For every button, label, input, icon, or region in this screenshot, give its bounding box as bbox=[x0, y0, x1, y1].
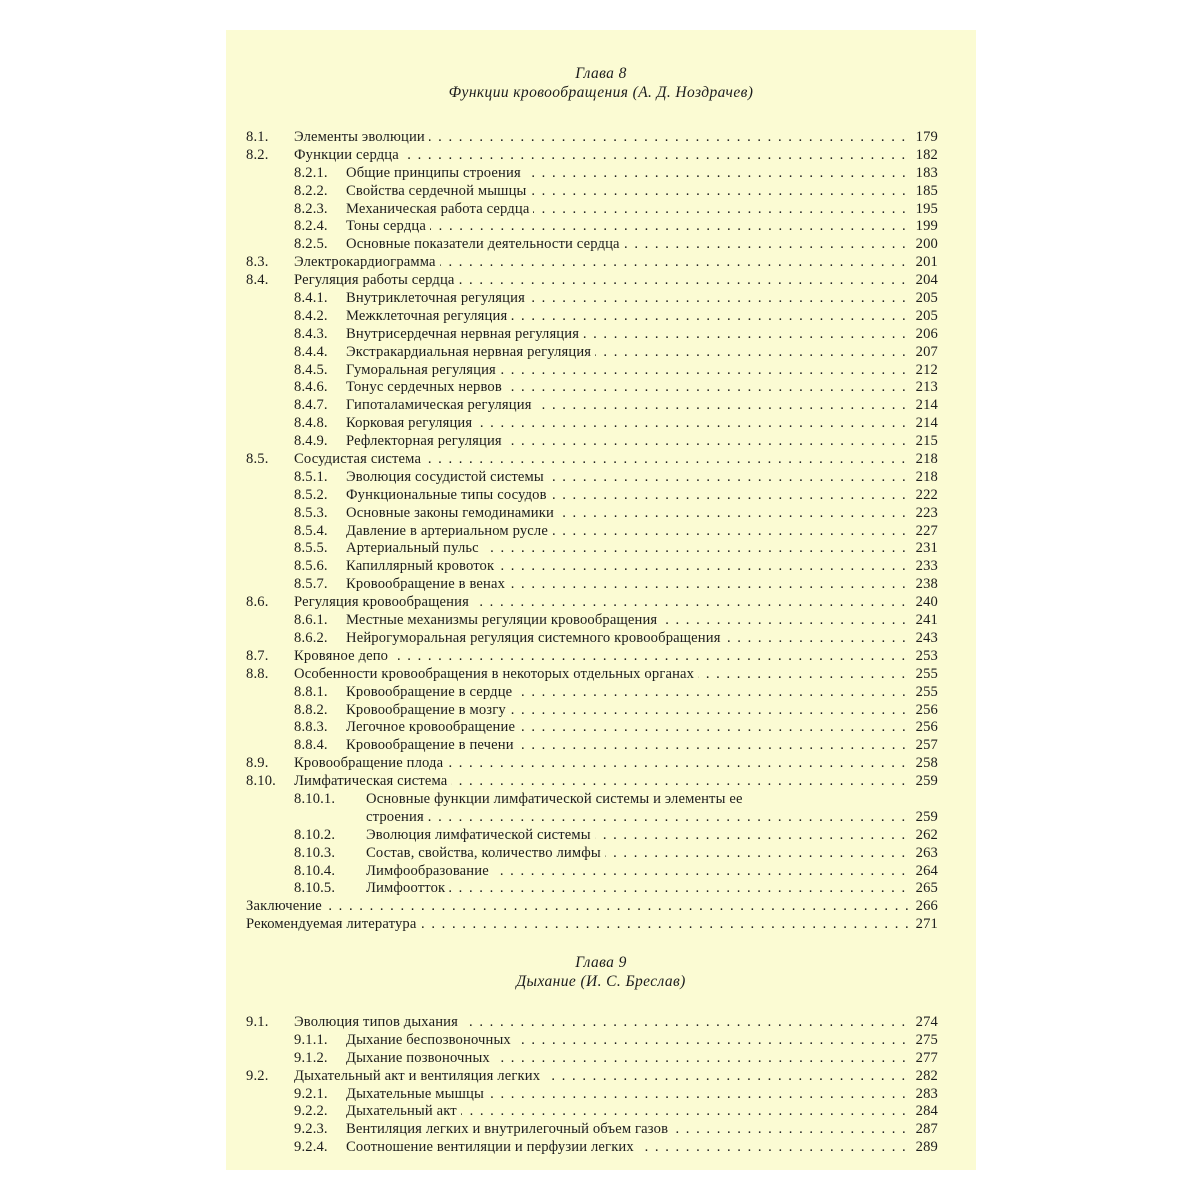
toc-entry-number: 8.2. bbox=[246, 146, 269, 163]
toc-entry-number: 8.10.4. bbox=[294, 862, 336, 879]
toc-entry-page: 253 bbox=[915, 647, 938, 664]
toc-entry-title-text: Основные функции лимфатической системы и элементы ее bbox=[366, 791, 747, 807]
toc-entry-title bbox=[346, 630, 911, 648]
toc-entry-title-text: Основные показатели деятельности сердца bbox=[346, 236, 624, 252]
toc-entry bbox=[246, 504, 938, 523]
toc-entry-title-text: Регуляция работы сердца bbox=[294, 272, 459, 288]
toc-entry-number: 9.2.4. bbox=[294, 1139, 328, 1156]
toc-entry-title bbox=[294, 129, 911, 147]
toc-entry-number: 8.4.5. bbox=[294, 361, 328, 378]
toc-entry bbox=[246, 558, 938, 576]
toc-entry-title-text: строения bbox=[366, 809, 428, 825]
toc-entry bbox=[246, 200, 938, 219]
toc-entry-page: 182 bbox=[915, 146, 938, 163]
toc-entry-title-text: Соотношение вентиляции и перфузии легких bbox=[346, 1139, 638, 1155]
toc-entry-title bbox=[366, 880, 911, 898]
toc-entry bbox=[246, 665, 938, 684]
toc-entry-number: 8.4. bbox=[246, 272, 269, 289]
toc-entry bbox=[246, 379, 938, 397]
toc-entry-title bbox=[294, 648, 911, 666]
toc-entry-title-text: Особенности кровообращения в некоторых отдельных органах bbox=[294, 666, 698, 682]
toc-entry-page: 257 bbox=[915, 737, 938, 754]
toc-entry-title bbox=[346, 1103, 911, 1121]
toc-entry bbox=[246, 146, 938, 165]
toc-entry-page: 259 bbox=[915, 808, 938, 825]
toc-entry-number: 8.8.4. bbox=[294, 737, 328, 754]
toc-entry-number: 8.5.5. bbox=[294, 540, 328, 557]
toc-entry-page: 284 bbox=[915, 1103, 938, 1120]
toc-entry-page: 283 bbox=[915, 1085, 938, 1102]
toc-entry-title bbox=[346, 433, 911, 451]
toc-entry bbox=[246, 612, 938, 630]
toc-entry-title-text: Рефлекторная регуляция bbox=[346, 433, 506, 449]
toc-entry-title bbox=[346, 702, 911, 720]
toc-entry-number: 8.10. bbox=[246, 773, 276, 790]
toc-entry-number: 8.10.3. bbox=[294, 844, 336, 861]
toc-entry-title-text: Эволюция сосудистой системы bbox=[346, 469, 548, 485]
toc-entry-title bbox=[346, 487, 911, 505]
toc-entry-title-text: Нейрогуморальная регуляция системного кровообращения bbox=[346, 630, 725, 646]
toc-entry-page: 201 bbox=[915, 254, 938, 271]
toc-entry-title-text: Функции сердца bbox=[294, 147, 403, 163]
toc-entry-number: 9.2.1. bbox=[294, 1085, 328, 1102]
toc-entry-title-text: Корковая регуляция bbox=[346, 415, 476, 431]
toc-entry bbox=[246, 486, 938, 505]
toc-entry-title-text: Дыхательный акт bbox=[346, 1103, 461, 1119]
toc-entry-number: 8.5.1. bbox=[294, 468, 328, 485]
toc-entry-title-text: Местные механизмы регуляции кровообращения bbox=[346, 612, 661, 628]
toc-entry-title-text: Эволюция типов дыхания bbox=[294, 1014, 462, 1030]
chapter-9-toc bbox=[246, 1014, 938, 1157]
toc-entry-number: 8.8.2. bbox=[294, 701, 328, 718]
toc-entry bbox=[246, 325, 938, 344]
toc-entry-title bbox=[246, 898, 911, 916]
toc-entry-title-text: Эволюция лимфатической системы bbox=[366, 827, 595, 843]
toc-entry bbox=[246, 916, 938, 934]
toc-entry-number: 8.4.2. bbox=[294, 307, 328, 324]
toc-entry-title-text: Гипоталамическая регуляция bbox=[346, 397, 536, 413]
toc-entry-title-text: Кровообращение в сердце bbox=[346, 684, 516, 700]
toc-entry-title bbox=[294, 666, 911, 684]
toc-entry bbox=[246, 522, 938, 541]
toc-entry-page: 274 bbox=[915, 1014, 938, 1030]
toc-entry bbox=[246, 1049, 938, 1068]
toc-entry-number: 8.4.6. bbox=[294, 379, 328, 396]
toc-entry-page: 243 bbox=[915, 629, 938, 646]
toc-entry-page: 287 bbox=[915, 1121, 938, 1138]
toc-entry-page: 282 bbox=[915, 1067, 938, 1084]
toc-entry-title-text: Кровяное депо bbox=[294, 648, 392, 664]
toc-entry-number: 8.5.2. bbox=[294, 486, 328, 503]
toc-entry bbox=[246, 1085, 938, 1104]
toc-entry-title bbox=[366, 791, 911, 809]
toc-entry-page: 212 bbox=[915, 361, 938, 378]
toc-entry-title bbox=[294, 451, 911, 469]
toc-entry bbox=[246, 862, 938, 881]
toc-entry-title-text: Внутрисердечная нервная регуляция bbox=[346, 326, 583, 342]
toc-entry-number: 8.9. bbox=[246, 755, 269, 772]
toc-entry-number: 8.2.4. bbox=[294, 218, 328, 235]
toc-entry-page: 214 bbox=[915, 397, 938, 414]
toc-entry-page: 213 bbox=[915, 379, 938, 396]
toc-entry-title bbox=[294, 755, 911, 773]
toc-entry-title-text: Сосудистая система bbox=[294, 451, 425, 467]
toc-entry-page: 227 bbox=[915, 522, 938, 539]
toc-entry-number: 8.2.3. bbox=[294, 200, 328, 217]
toc-entry-title bbox=[294, 1068, 911, 1086]
chapter-8-subtitle: Функции кровообращения (А. Д. Ноздрачев) bbox=[448, 84, 754, 101]
toc-entry-page: 277 bbox=[915, 1049, 938, 1066]
toc-entry bbox=[246, 1121, 938, 1139]
toc-entry-page: 207 bbox=[915, 343, 938, 360]
toc-entry-page: 200 bbox=[915, 236, 938, 253]
toc-entry-title-text: Регуляция кровообращения bbox=[294, 594, 473, 610]
toc-entry-number: 8.2.5. bbox=[294, 236, 328, 253]
toc-entry bbox=[246, 773, 938, 791]
toc-entry-title bbox=[294, 773, 911, 791]
toc-entry-title-text: Артериальный пульс bbox=[346, 540, 483, 556]
toc-entry-page: 223 bbox=[915, 504, 938, 521]
toc-entry-title bbox=[346, 362, 911, 380]
toc-entry-title-text: Общие принципы строения bbox=[346, 165, 525, 181]
toc-entry-title bbox=[346, 326, 911, 344]
toc-entry bbox=[246, 182, 938, 201]
toc-entry-title bbox=[346, 523, 911, 541]
toc-entry-title-text: Гуморальная регуляция bbox=[346, 362, 500, 378]
toc-entry-title bbox=[346, 201, 911, 219]
toc-entry-title bbox=[294, 272, 911, 290]
toc-entry-title-text: Дыхательные мышцы bbox=[346, 1086, 488, 1102]
toc-entry bbox=[246, 826, 938, 845]
toc-entry bbox=[246, 540, 938, 558]
toc-entry-number: 8.8. bbox=[246, 665, 269, 682]
toc-entry-title-text: Лимфатическая система bbox=[294, 773, 451, 789]
toc-entry-title-text: Тоны сердца bbox=[346, 218, 430, 234]
toc-entry-page: 195 bbox=[915, 200, 938, 217]
toc-entry bbox=[246, 1103, 938, 1121]
toc-entry bbox=[246, 898, 938, 916]
toc-entry-title bbox=[346, 684, 911, 702]
toc-entry bbox=[246, 361, 938, 380]
toc-entry-title bbox=[346, 1050, 911, 1068]
toc-entry-page: 266 bbox=[915, 898, 938, 915]
toc-entry-title bbox=[346, 1032, 911, 1050]
toc-entry bbox=[246, 1031, 938, 1050]
toc-entry-number: 8.10.2. bbox=[294, 826, 336, 843]
toc-entry bbox=[246, 737, 938, 755]
toc-entry-page: 222 bbox=[915, 486, 938, 503]
toc-entry bbox=[246, 1067, 938, 1086]
toc-entry-page: 204 bbox=[915, 272, 938, 289]
toc-entry-title-text: Кровообращение плода bbox=[294, 755, 447, 771]
toc-entry-title bbox=[346, 308, 911, 326]
toc-entry-title-text: Механическая работа сердца bbox=[346, 201, 533, 217]
toc-entry-page: 215 bbox=[915, 433, 938, 450]
chapter-8-toc bbox=[246, 129, 938, 934]
toc-entry bbox=[246, 290, 938, 308]
toc-entry-title-text: Лимфоотток bbox=[366, 880, 449, 896]
toc-entry bbox=[246, 880, 938, 898]
toc-entry-page: 255 bbox=[915, 665, 938, 682]
toc-entry-title-text: Капиллярный кровоток bbox=[346, 558, 498, 574]
toc-entry-number: 8.10.5. bbox=[294, 880, 336, 897]
toc-entry-number: 8.1. bbox=[246, 129, 269, 145]
toc-entry-title-text: Лимфообразование bbox=[366, 863, 493, 879]
toc-entry-number: 8.6. bbox=[246, 594, 269, 611]
toc-entry-title-text: Межклеточная регуляция bbox=[346, 308, 511, 324]
book-page bbox=[226, 30, 976, 1170]
toc-entry-number: 8.4.3. bbox=[294, 325, 328, 342]
toc-entry-page: 275 bbox=[915, 1031, 938, 1048]
toc-entry bbox=[246, 272, 938, 290]
toc-entry-page: 185 bbox=[915, 182, 938, 199]
toc-entry-title bbox=[346, 540, 911, 558]
chapter-8-heading: Глава 8 bbox=[575, 65, 627, 82]
toc-entry-title bbox=[346, 612, 911, 630]
toc-entry-title-text: Дыхательный акт и вентиляция легких bbox=[294, 1068, 544, 1084]
toc-entry-number: 8.5.7. bbox=[294, 576, 328, 593]
toc-entry-number: 8.4.8. bbox=[294, 415, 328, 432]
toc-entry-number: 8.5.6. bbox=[294, 558, 328, 575]
toc-entry bbox=[246, 451, 938, 469]
toc-entry-page: 238 bbox=[915, 576, 938, 593]
toc-entry-number: 8.4.7. bbox=[294, 397, 328, 414]
chapter-9-subtitle: Дыхание (И. С. Бреслав) bbox=[516, 973, 686, 990]
toc-entry-title-text: Дыхание беспозвоночных bbox=[346, 1032, 515, 1048]
toc-entry-page: 206 bbox=[915, 325, 938, 342]
toc-entry-title-text: Кровообращение в печени bbox=[346, 737, 518, 753]
toc-entry-title bbox=[346, 1121, 911, 1139]
toc-entry-page: 214 bbox=[915, 415, 938, 432]
toc-entry bbox=[246, 594, 938, 612]
toc-entry-title-text: Кровообращение в венах bbox=[346, 576, 509, 592]
toc-entry-title bbox=[346, 236, 911, 254]
toc-entry-title bbox=[294, 147, 911, 165]
toc-entry-title-text: Функциональные типы сосудов bbox=[346, 487, 551, 503]
toc-entry-number: 8.4.1. bbox=[294, 290, 328, 307]
toc-entry-title bbox=[346, 183, 911, 201]
toc-entry-title-text: Рекомендуемая литература bbox=[246, 916, 420, 932]
toc-entry bbox=[246, 755, 938, 773]
toc-entry-page: 205 bbox=[915, 290, 938, 307]
toc-entry-page: 255 bbox=[915, 683, 938, 700]
toc-entry-title bbox=[294, 594, 911, 612]
toc-entry-number: 9.1. bbox=[246, 1014, 269, 1030]
toc-entry-page: 263 bbox=[915, 844, 938, 861]
toc-entry-number: 8.6.2. bbox=[294, 629, 328, 646]
toc-entry-title bbox=[346, 344, 911, 362]
toc-entry bbox=[246, 254, 938, 272]
toc-entry-page: 241 bbox=[915, 612, 938, 629]
toc-entry-title bbox=[294, 1014, 911, 1032]
toc-entry-number: 8.5.4. bbox=[294, 522, 328, 539]
toc-entry-title bbox=[346, 218, 911, 236]
toc-entry bbox=[246, 791, 911, 809]
toc-entry-page: 218 bbox=[915, 468, 938, 485]
toc-entry-title bbox=[366, 827, 911, 845]
toc-entry-title bbox=[346, 469, 911, 487]
toc-entry-title-text: Вентиляция легких и внутрилегочный объем газов bbox=[346, 1121, 672, 1137]
toc-entry-number: 8.4.9. bbox=[294, 433, 328, 450]
toc-entry-page: 233 bbox=[915, 558, 938, 575]
toc-entry-title bbox=[346, 737, 911, 755]
toc-entry bbox=[246, 576, 938, 594]
toc-entry-title-text: Давление в артериальном русле bbox=[346, 523, 552, 539]
toc-entry bbox=[246, 415, 938, 433]
toc-entry-number: 8.10.1. bbox=[294, 790, 336, 807]
toc-entry-page: 199 bbox=[915, 218, 938, 235]
toc-entry-title-text: Дыхание позвоночных bbox=[346, 1050, 494, 1066]
toc-entry-number: 9.1.2. bbox=[294, 1049, 328, 1066]
toc-entry bbox=[246, 701, 938, 720]
toc-entry-title bbox=[366, 863, 911, 881]
toc-entry-number: 8.8.1. bbox=[294, 683, 328, 700]
toc-entry bbox=[246, 683, 938, 702]
toc-entry bbox=[246, 808, 938, 827]
toc-entry-title bbox=[246, 916, 911, 934]
toc-entry-title-text: Кровообращение в мозгу bbox=[346, 702, 510, 718]
toc-entry-title-text: Состав, свойства, количество лимфы bbox=[366, 845, 605, 861]
toc-entry-page: 259 bbox=[915, 773, 938, 790]
toc-entry-number: 9.2.2. bbox=[294, 1103, 328, 1120]
toc-entry-page: 262 bbox=[915, 826, 938, 843]
toc-entry-title-text: Легочное кровообращение bbox=[346, 719, 519, 735]
toc-entry-number: 8.7. bbox=[246, 647, 269, 664]
toc-entry bbox=[246, 307, 938, 326]
toc-entry-number: 8.8.3. bbox=[294, 719, 328, 736]
toc-entry bbox=[246, 164, 938, 183]
toc-entry-number: 9.2.3. bbox=[294, 1121, 328, 1138]
toc-entry-title-text: Экстракардиальная нервная регуляция bbox=[346, 344, 595, 360]
toc-entry-title-text: Электрокардиограмма bbox=[294, 254, 440, 270]
toc-entry bbox=[246, 719, 938, 737]
toc-entry-title bbox=[346, 505, 911, 523]
toc-entry-number: 8.3. bbox=[246, 254, 269, 271]
toc-entry-title bbox=[346, 576, 911, 594]
toc-entry bbox=[246, 129, 938, 147]
toc-entry bbox=[246, 844, 938, 863]
toc-entry bbox=[246, 647, 938, 666]
toc-entry-page: 289 bbox=[915, 1139, 938, 1156]
toc-entry-number: 8.2.2. bbox=[294, 182, 328, 199]
toc-entry bbox=[246, 236, 938, 254]
toc-entry bbox=[246, 1139, 938, 1157]
toc-entry-title bbox=[366, 809, 911, 827]
toc-entry bbox=[246, 397, 938, 415]
toc-entry-title-text: Внутриклеточная регуляция bbox=[346, 290, 529, 306]
toc-entry-number: 8.5.3. bbox=[294, 504, 328, 521]
toc-entry-title-text: Заключение bbox=[246, 898, 326, 914]
toc-entry-number: 8.6.1. bbox=[294, 612, 328, 629]
toc-entry bbox=[246, 629, 938, 648]
toc-entry-title bbox=[346, 415, 911, 433]
toc-entry bbox=[246, 468, 938, 487]
chapter-9-heading: Глава 9 bbox=[575, 954, 627, 971]
toc-entry-title bbox=[346, 558, 911, 576]
toc-entry-page: 256 bbox=[915, 719, 938, 736]
toc-entry-title bbox=[346, 290, 911, 308]
toc-entry-page: 258 bbox=[915, 755, 938, 772]
toc-entry-title-text: Свойства сердечной мышцы bbox=[346, 183, 531, 199]
toc-entry-page: 264 bbox=[915, 862, 938, 879]
toc-entry bbox=[246, 218, 938, 236]
toc-entry bbox=[246, 1014, 938, 1032]
toc-entry-number: 8.5. bbox=[246, 451, 269, 468]
toc-entry-page: 240 bbox=[915, 594, 938, 611]
toc-entry-title-text: Элементы эволюции bbox=[294, 129, 429, 145]
chapter-9-header bbox=[226, 953, 976, 991]
toc-entry-title bbox=[294, 254, 911, 272]
toc-entry-page: 205 bbox=[915, 307, 938, 324]
toc-entry-number: 8.2.1. bbox=[294, 164, 328, 181]
toc-entry bbox=[246, 433, 938, 451]
toc-entry-page: 218 bbox=[915, 451, 938, 468]
toc-entry-number: 9.2. bbox=[246, 1067, 269, 1084]
toc-entry bbox=[246, 343, 938, 362]
toc-entry-title bbox=[346, 397, 911, 415]
chapter-8-header bbox=[226, 64, 976, 102]
toc-entry-page: 183 bbox=[915, 164, 938, 181]
toc-entry-title bbox=[346, 719, 911, 737]
toc-entry-title-text: Тонус сердечных нервов bbox=[346, 379, 506, 395]
toc-entry-page: 231 bbox=[915, 540, 938, 557]
toc-entry-title bbox=[366, 845, 911, 863]
toc-entry-page: 265 bbox=[915, 880, 938, 897]
toc-entry-title bbox=[346, 1139, 911, 1157]
toc-entry-number: 9.1.1. bbox=[294, 1031, 328, 1048]
toc-entry-page: 271 bbox=[915, 916, 938, 933]
toc-entry-title bbox=[346, 165, 911, 183]
toc-entry-title bbox=[346, 1086, 911, 1104]
toc-entry-title-text: Основные законы гемодинамики bbox=[346, 505, 558, 521]
toc-entry-title bbox=[346, 379, 911, 397]
toc-entry-page: 179 bbox=[915, 129, 938, 145]
toc-entry-page: 256 bbox=[915, 701, 938, 718]
toc-entry-number: 8.4.4. bbox=[294, 343, 328, 360]
